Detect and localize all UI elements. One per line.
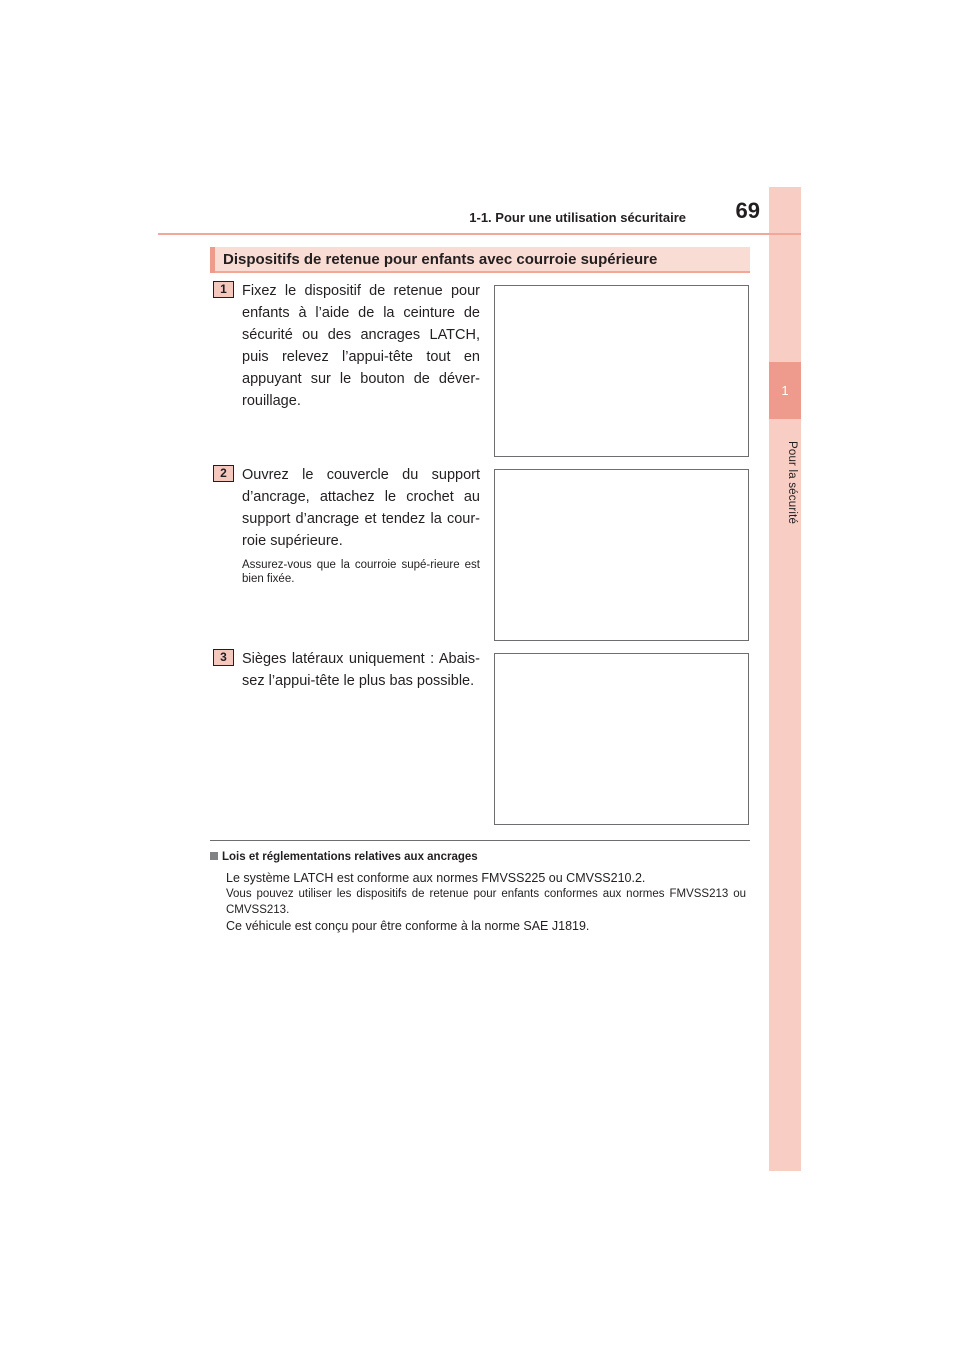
step-1-badge: 1 bbox=[213, 281, 234, 298]
step-2-note: Assurez-vous que la courroie supé-rieure est bien fixée. bbox=[242, 559, 480, 585]
law-note-line-2: Vous pouvez utiliser les dispositifs de retenue pour enfants conformes aux normes FMVSS213 ou CMVSS213. bbox=[226, 888, 746, 916]
step-3-figure bbox=[494, 653, 749, 825]
law-note-line-3: Ce véhicule est conçu pour être conforme à la norme SAE J1819. bbox=[226, 919, 590, 933]
running-head: 1-1. Pour une utilisation sécuritaire bbox=[469, 210, 686, 225]
step-2-figure bbox=[494, 469, 749, 641]
law-note-title bbox=[210, 851, 478, 863]
step-3-text: Sièges latéraux uniquement : Abais-sez l’appui-tête le plus bas possible. bbox=[242, 651, 480, 689]
law-note-body bbox=[226, 870, 746, 934]
step-1-figure bbox=[494, 285, 749, 457]
chapter-label: Pour la sécurité bbox=[786, 441, 798, 525]
step-2-text: Ouvrez le couvercle du support d’ancrage, attachez le crochet au support d’ancrage et tendez la cour-roie supérieure. bbox=[242, 467, 480, 549]
square-bullet-icon bbox=[210, 852, 218, 860]
step-3-badge: 3 bbox=[213, 649, 234, 666]
step-2-badge: 2 bbox=[213, 465, 234, 482]
note-divider bbox=[210, 840, 750, 841]
section-title: Dispositifs de retenue pour enfants avec courroie supérieure bbox=[223, 251, 658, 268]
chapter-number: 1 bbox=[769, 362, 801, 419]
law-note-line-1: Le système LATCH est conforme aux normes FMVSS225 ou CMVSS210.2. bbox=[226, 871, 646, 885]
law-note-title-text: Lois et réglementations relatives aux ancrages bbox=[222, 851, 478, 863]
step-1-text: Fixez le dispositif de retenue pour enfants à l’aide de la ceinture de sécurité ou des ancrages LATCH, puis relevez l’appui-tête tout en appuyant sur le bouton de déver-rouillage. bbox=[242, 283, 480, 409]
header-rule bbox=[158, 233, 801, 235]
section-heading bbox=[210, 247, 750, 273]
chapter-side-tab bbox=[769, 187, 801, 1171]
page-number: 69 bbox=[735, 198, 760, 223]
